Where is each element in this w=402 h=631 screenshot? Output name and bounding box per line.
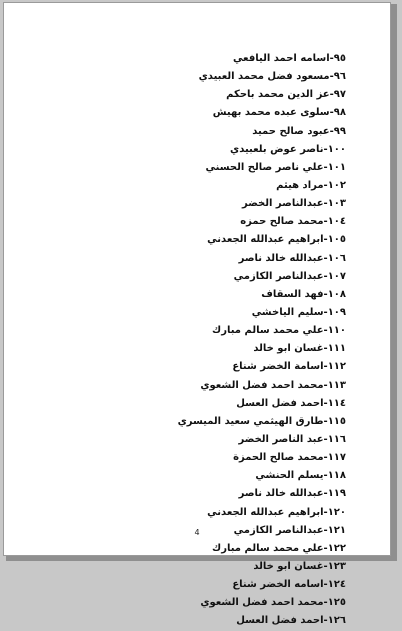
list-item: ٩٥-اسامه احمد اليافعي [232,53,346,64]
list-item: ١١٩-عبدالله خالد ناصر [238,488,346,500]
list-item: ١٢٠-ابراهيم عبدالله الجعدني [207,506,346,518]
list-item: ١٢٢-علي محمد سالم مبارك [212,542,346,554]
list-item: ١٢٣-غسان ابو خالد [253,560,346,572]
list-item: ٩٧-عز الدين محمد باحكم [226,89,346,101]
page-right-shadow [391,4,397,558]
list-item: ١٢١-عبدالناصر الكازمي [233,524,346,536]
list-item: ١١٥-طارق الهيثمي سعيد الميسري [177,415,346,427]
list-item: ١١١-غسان ابو خالد [253,343,346,355]
list-item: ٩٨-سلوى عبده محمد بهيش [212,107,346,119]
list-item: ١٠٤-محمد صالح حمزه [240,216,346,228]
list-item: ١٠٥-ابراهيم عبدالله الجعدني [207,234,346,246]
list-item: ١١٣-محمد احمد فضل الشعوي [200,379,346,391]
list-item: ١٠١-علي ناصر صالح الحسني [205,161,346,173]
list-item: ١٢٦-احمد فضل العسل [236,615,346,627]
list-item: ٩٦-مسعود فضل محمد العبيدي [198,71,346,83]
list-item: ١١٠-علي محمد سالم مبارك [212,325,346,337]
list-item: ١٠٨-فهد السقاف [261,288,346,300]
list-item: ١١٨-يسلم الحنشي [255,470,346,482]
list-item: ١٠٠-ناصر عوض بلعبيدي [230,143,346,155]
list-item: ١٠٣-عبدالناصر الخضر [241,198,346,210]
list-item: ١٠٢-مراد هيثم [276,179,346,191]
list-item: ١١٢-اسامة الخضر شناع [232,361,346,373]
list-item: ١٠٧-عبدالناصر الكازمي [233,270,346,282]
list-item: ١١٧-محمد صالح الحمزة [233,452,346,464]
list-item: ١١٤-احمد فضل العسل [236,397,346,409]
list-item: ١٢٥-محمد احمد فضل الشعوي [200,597,346,609]
list-item: ١٠٦-عبدالله خالد ناصر [238,252,346,264]
list-item: ١٢٤-اسامه الخضر شناع [232,579,346,591]
document-page [3,2,391,627]
list-item: ٩٩-عبود صالح حميد [252,125,346,137]
list-item: ١٠٩-سليم الياخشي [251,306,346,318]
page-number: 4 [194,528,200,537]
name-list [178,50,346,631]
list-item: ١١٦-عبد الناصر الخضر [238,433,346,445]
